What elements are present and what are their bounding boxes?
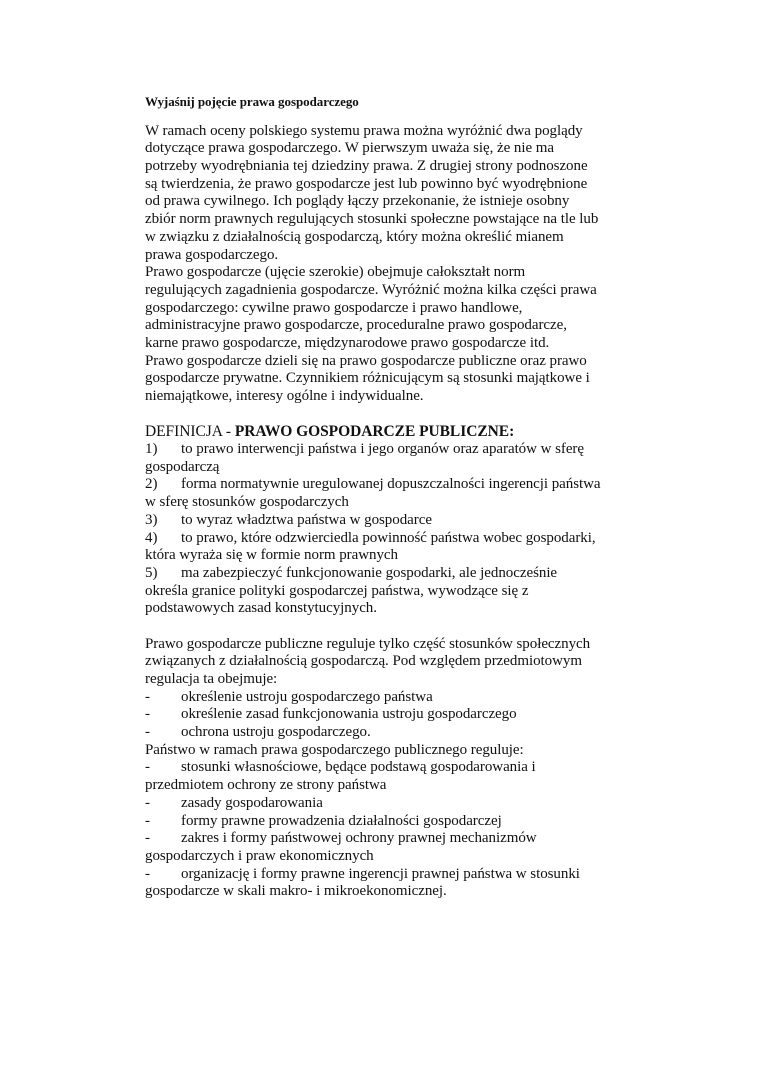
spacer <box>145 406 620 424</box>
scope-item <box>145 706 620 724</box>
definition-item <box>145 512 620 530</box>
intro-line: niemajątkowe, interesy ogólne i indywidualne. <box>145 388 424 404</box>
intro-line: Prawo gospodarcze dzieli się na prawo gospodarcze publiczne oraz prawo <box>145 352 587 369</box>
item-text: ochrona ustroju gospodarczego. <box>181 724 371 741</box>
item-number: 3) <box>145 511 158 528</box>
intro-line: gospodarczego: cywilne prawo gospodarcze i prawo handlowe, <box>145 299 523 316</box>
state-item <box>145 795 620 813</box>
item-text: ma zabezpieczyć funkcjonowanie gospodarki, ale jednocześnie <box>181 564 558 581</box>
spacer <box>145 618 620 636</box>
definition-item-continuation: gospodarczą <box>145 458 220 475</box>
state-item <box>145 759 620 777</box>
definition-term: PRAWO GOSPODARCZE PUBLICZNE: <box>234 423 515 441</box>
intro-paragraph <box>145 123 620 406</box>
document-title: Wyjaśnij pojęcie prawa gospodarczego <box>145 94 359 109</box>
scope-item <box>145 689 620 707</box>
bullet-dash: - <box>145 830 150 847</box>
state-item-continuation: przedmiotem ochrony ze strony państwa <box>145 777 387 794</box>
item-text: to prawo, które odzwierciedla powinność państwa wobec gospodarki, <box>181 529 596 546</box>
intro-line: w związku z działalnością gospodarczą, który można określić mianem <box>145 228 564 245</box>
intro-line: prawa gospodarczego. <box>145 246 279 263</box>
bullet-dash: - <box>145 724 150 741</box>
state-item <box>145 813 620 831</box>
intro-line: zbiór norm prawnych regulujących stosunki społeczne powstające na tle lub <box>145 211 599 228</box>
bullet-dash: - <box>145 706 150 723</box>
item-number: 5) <box>145 564 158 581</box>
state-item-continuation: gospodarcze w skali makro- i mikroekonomicznej. <box>145 883 447 900</box>
item-text: zakres i formy państwowej ochrony prawnej mechanizmów <box>181 830 537 847</box>
definition-item <box>145 476 620 494</box>
intro-line: są twierdzenia, że prawo gospodarcze jest lub powinno być wyodrębnione <box>145 175 588 192</box>
definition-item <box>145 441 620 459</box>
item-number: 4) <box>145 529 158 546</box>
definition-list <box>145 441 620 618</box>
document-body <box>145 93 620 901</box>
intro-line: od prawa cywilnego. Ich poglądy łączy przekonanie, że istnieje osobny <box>145 193 570 210</box>
intro-line: administracyjne prawo gospodarcze, proceduralne prawo gospodarcze, <box>145 317 567 334</box>
item-number: 2) <box>145 476 158 493</box>
bullet-dash: - <box>145 812 150 829</box>
scope-list <box>145 689 620 742</box>
bullet-dash: - <box>145 794 150 811</box>
paragraph-line: Prawo gospodarcze publiczne reguluje tylko część stosunków społecznych <box>145 635 591 652</box>
intro-line: potrzeby wyodrębniania tej dziedziny prawa. Z drugiej strony podnoszone <box>145 158 588 175</box>
definition-item-continuation: w sferę stosunków gospodarczych <box>145 494 349 511</box>
definition-item-continuation: która wyraża się w formie norm prawnych <box>145 547 398 564</box>
item-text: stosunki własnościowe, będące podstawą gospodarowania i <box>181 759 536 776</box>
item-text: to prawo interwencji państwa i jego organów oraz aparatów w sferę <box>181 441 584 458</box>
bullet-dash: - <box>145 865 150 882</box>
item-number: 1) <box>145 441 158 458</box>
definition-prefix: DEFINICJA - <box>145 423 235 441</box>
intro-line: W ramach oceny polskiego systemu prawa można wyróżnić dwa poglądy <box>145 122 583 139</box>
bullet-dash: - <box>145 688 150 705</box>
definition-item-continuation: określa granice polityki gospodarczej państwa, wywodzące się z <box>145 582 529 599</box>
item-text: określenie ustroju gospodarczego państwa <box>181 688 433 705</box>
definition-item <box>145 565 620 583</box>
paragraph-line: związanych z działalnością gospodarczą. Pod względem przedmiotowym <box>145 653 582 670</box>
scope-item <box>145 724 620 742</box>
item-text: organizację i formy prawne ingerencji prawnej państwa w stosunki <box>181 865 580 882</box>
intro-line: karne prawo gospodarcze, międzynarodowe prawo gospodarcze itd. <box>145 334 550 351</box>
intro-line: regulujących zagadnienia gospodarcze. Wyróżnić można kilka części prawa <box>145 281 597 298</box>
state-intro: Państwo w ramach prawa gospodarczego publicznego reguluje: <box>145 741 524 758</box>
item-text: zasady gospodarowania <box>181 794 323 811</box>
item-text: formy prawne prowadzenia działalności gospodarczej <box>181 812 502 829</box>
definition-item <box>145 530 620 548</box>
intro-line: dotyczące prawa gospodarczego. W pierwszym uważa się, że nie ma <box>145 140 555 157</box>
state-list <box>145 759 620 901</box>
state-item <box>145 830 620 848</box>
definition-heading <box>145 423 620 441</box>
item-text: to wyraz władztwa państwa w gospodarce <box>181 511 432 528</box>
intro-line: Prawo gospodarcze (ujęcie szerokie) obejmuje całokształt norm <box>145 264 526 281</box>
intro-line: gospodarcze prywatne. Czynnikiem różnicującym są stosunki majątkowe i <box>145 370 590 387</box>
bullet-dash: - <box>145 759 150 776</box>
public-law-paragraph <box>145 636 620 689</box>
item-text: określenie zasad funkcjonowania ustroju gospodarczego <box>181 706 517 723</box>
paragraph-line: regulacja ta obejmuje: <box>145 671 278 687</box>
state-item <box>145 866 620 884</box>
item-text: forma normatywnie uregulowanej dopuszczalności ingerencji państwa <box>181 476 601 493</box>
definition-item-continuation: podstawowych zasad konstytucyjnych. <box>145 600 377 617</box>
state-item-continuation: gospodarczych i praw ekonomicznych <box>145 847 374 864</box>
